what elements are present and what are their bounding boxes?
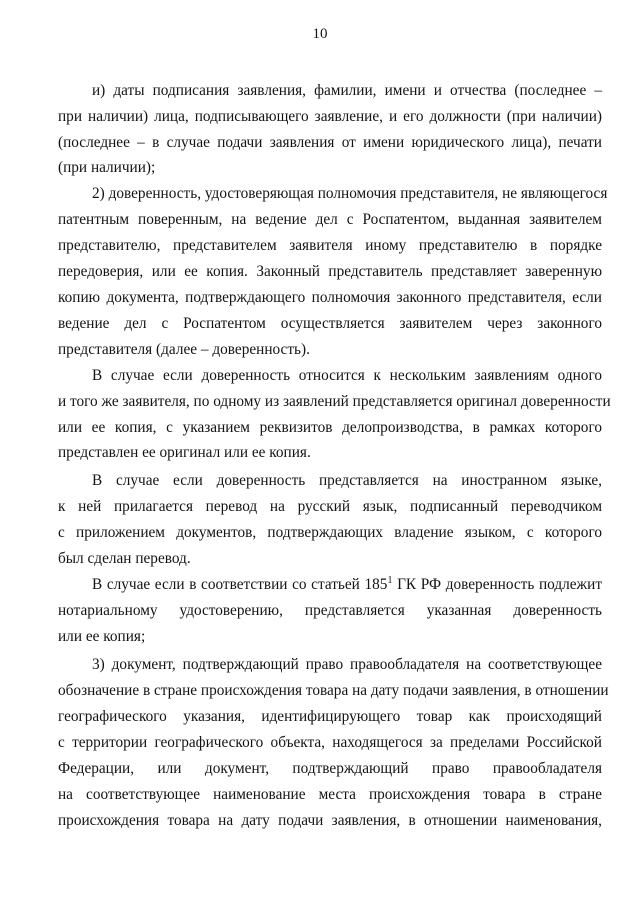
text-segment: ГК РФ доверенность подлежит xyxy=(392,576,603,593)
text-line: происхождения товара на дату подачи заявления, в отношении наименования, xyxy=(58,812,602,829)
text-line: передоверия, или ее копия. Законный представитель представляет заверенную xyxy=(58,263,602,280)
text-line: Федерации, или документ, подтверждающий право правообладателя xyxy=(58,760,602,777)
text-line: с приложением документов, подтверждающих владение языком, с которого xyxy=(58,524,602,541)
text-segment: В случае если в соответствии со статьей 185 xyxy=(92,576,388,593)
text-line: обозначение в стране происхождения товара на дату подачи заявления, в отношении xyxy=(58,682,609,699)
text-line: представителя (далее – доверенность). xyxy=(58,341,310,358)
text-line: к ней прилагается перевод на русский язык, подписанный переводчиком xyxy=(58,498,602,515)
footnote-superscript: 1 xyxy=(387,575,393,586)
text-line: (при наличии); xyxy=(58,159,156,176)
text-line: (последнее – в случае подачи заявления от имени юридического лица), печати xyxy=(58,134,602,151)
text-line: ведение дел с Роспатентом осуществляется заявителем через законного xyxy=(58,315,602,332)
text-line: или ее копия, с указанием реквизитов делопроизводства, в рамках которого xyxy=(58,419,602,436)
text-line: представителю, представителем заявителя иному представителю в порядке xyxy=(58,237,602,254)
text-line: патентным поверенным, на ведение дел с Роспатентом, выданная заявителем xyxy=(58,211,602,228)
text-line-with-footnote xyxy=(92,574,602,596)
text-line: и) даты подписания заявления, фамилии, имени и отчества (последнее – xyxy=(92,82,602,99)
text-line: и того же заявителя, по одному из заявлений представляется оригинал доверенности xyxy=(58,393,611,410)
text-line: был сделан перевод. xyxy=(58,550,191,567)
text-line: на соответствующее наименование места происхождения товара в стране xyxy=(58,786,602,803)
text-line: географического указания, идентифицирующего товар как происходящий xyxy=(58,708,602,725)
text-line: представлен ее оригинал или ее копия. xyxy=(58,444,311,461)
text-line: нотариальному удостоверению, представляется указанная доверенность xyxy=(58,602,602,619)
text-line: с территории географического объекта, находящегося за пределами Российской xyxy=(58,734,602,751)
page-number: 10 xyxy=(312,26,328,42)
text-line: 3) документ, подтверждающий право правообладателя на соответствующее xyxy=(92,656,602,673)
text-line: В случае если доверенность относится к нескольким заявлениям одного xyxy=(92,367,602,384)
text-line: копию документа, подтверждающего полномочия законного представителя, если xyxy=(58,289,602,306)
text-line: или ее копия; xyxy=(58,628,146,645)
text-line: 2) доверенность, удостоверяющая полномочия представителя, не являющегося xyxy=(92,185,608,202)
text-line: В случае если доверенность представляется на иностранном языке, xyxy=(92,472,602,489)
text-line: при наличии) лица, подписывающего заявление, и его должности (при наличии) xyxy=(58,108,602,125)
